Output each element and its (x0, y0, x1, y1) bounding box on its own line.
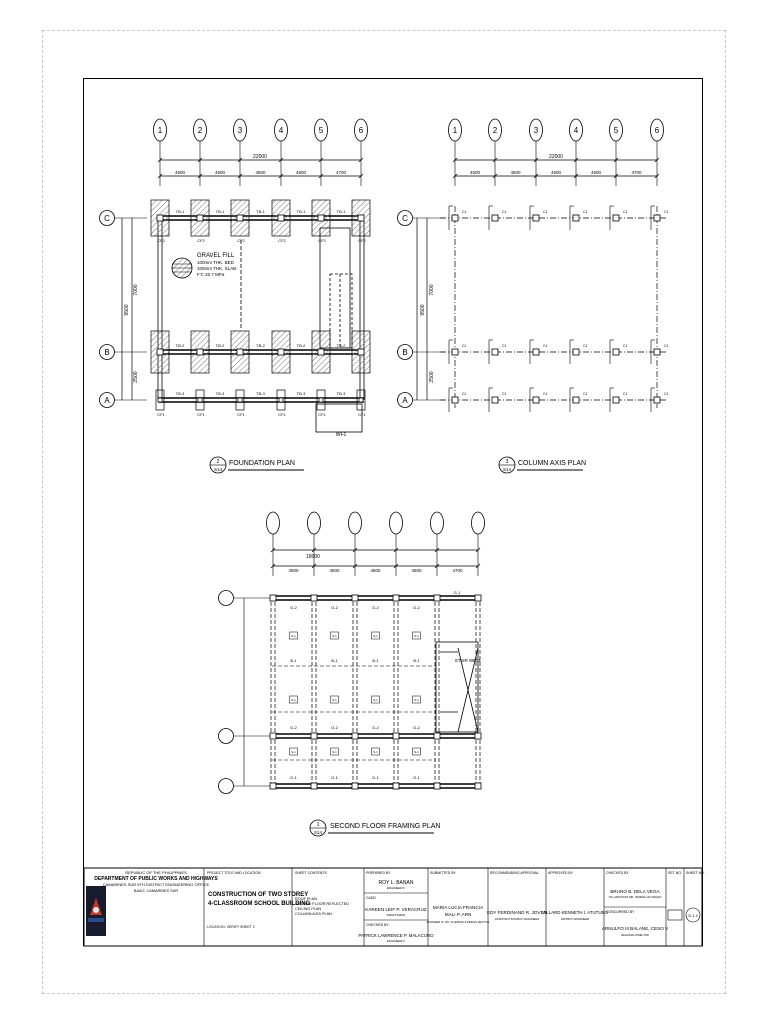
column-mark (573, 215, 579, 221)
sheet-contents-header: SHEET CONTENTS (295, 871, 327, 875)
fp-side-dim-2: 2500 (133, 371, 139, 383)
project-header: PROJECT TITLE AND LOCATION (207, 871, 261, 875)
cp-dimension-lines (417, 160, 657, 400)
sf-column (352, 595, 358, 601)
column-stub (358, 215, 364, 221)
column-stub (318, 215, 324, 221)
sf-bay-dim-4: 4700 (452, 568, 463, 573)
sf-label-g2b: G-2 (372, 725, 379, 730)
approved-role: DISTRICT ENGINEER (560, 917, 590, 921)
column-mark (492, 215, 498, 221)
sf-bay-dim-0: 4500 (288, 568, 299, 573)
column-tag: C1 (543, 344, 548, 348)
grid-number-1: 1 (452, 126, 458, 135)
sf-bay-dim-3: 4500 (411, 568, 422, 573)
checked2-name: BRUNO B. DELA VEGA (610, 889, 660, 894)
bay-dim-0: 4500 (469, 170, 481, 175)
bay-dim-2: 4500 (550, 170, 562, 175)
column-stub-a (198, 398, 202, 402)
grid-number-2: 2 (492, 126, 498, 135)
cp-side-dim-0: 7000 (429, 284, 435, 296)
sf-label-g2b: G-2 (290, 725, 297, 730)
column-mark (573, 397, 579, 403)
sf-girders (272, 596, 480, 788)
bay-dim-4: 4700 (631, 170, 642, 175)
cadd-role: DRAFTSMAN (386, 913, 406, 917)
sheet-content-0: ROOF PLAN (295, 897, 317, 901)
fp-wf-label: WF1 (335, 432, 347, 438)
project-location: LOCATION: VERIFY SHEET 2 (207, 925, 255, 929)
column-tag: C1 (462, 392, 467, 396)
grid-letter-0: C (104, 214, 110, 223)
sf-bay-dim-1: 4500 (329, 568, 340, 573)
agency-line2: DEPARTMENT OF PUBLIC WORKS AND HIGHWAYS (94, 876, 218, 882)
tb-label-c: TB-1 (336, 209, 346, 214)
sf-slab-label: S-1 (373, 698, 378, 702)
fp-title-number: 2 (216, 459, 220, 465)
sf-column (475, 783, 481, 789)
column-mark (654, 215, 660, 221)
bay-dim-2: 4500 (255, 170, 266, 175)
bay-dim-1: 4500 (510, 170, 521, 175)
sf-grid-bubble-4 (390, 512, 403, 534)
column-mark (533, 397, 539, 403)
fp-overall-dim: 22000 (253, 154, 267, 160)
sf-column (434, 733, 440, 739)
tb-label-b: TB-2 (296, 343, 306, 348)
column-stub (318, 349, 324, 355)
checked2-header: CHECKED BY (606, 871, 629, 875)
cf-label-a: CF1 (237, 412, 245, 417)
cp-title-sheet: S14 (502, 467, 512, 472)
column-stub-a (319, 398, 323, 402)
tb-label-a: TB-3 (296, 391, 306, 396)
submitted-line2: MALI P. ARN (444, 912, 472, 917)
sf-grid-bubbles (219, 512, 485, 794)
sf-grid-bubble-6 (472, 512, 485, 534)
concurred-header: CONCURRED BY (606, 910, 635, 914)
tb-label-a: TB-3 (336, 391, 346, 396)
column-stub (157, 215, 163, 221)
column-stub (278, 349, 284, 355)
column-mark (533, 215, 539, 221)
sf-row-bubble-2 (219, 779, 234, 794)
grid-number-3: 3 (237, 126, 243, 135)
sf-grid-bubble-3 (349, 512, 362, 534)
sf-column (311, 595, 317, 601)
sf-row-bubble-0 (219, 591, 234, 606)
column-mark (492, 349, 498, 355)
sf-column (475, 595, 481, 601)
cp-side-dim-2: 2500 (429, 371, 435, 383)
fp-side-dim-0: 7000 (133, 284, 139, 296)
cp-side-dim-1: 9500 (420, 304, 426, 316)
recommending-header: RECOMMENDING APPROVAL (490, 871, 539, 875)
cp-axis-lines (440, 206, 668, 408)
tb-label-b: TB-2 (215, 343, 225, 348)
sf-title: SECOND FLOOR FRAMING PLAN (330, 823, 441, 830)
grid-number-6: 6 (654, 126, 660, 135)
bay-dim-3: 4500 (590, 170, 602, 175)
sf-dimension-lines (273, 550, 478, 566)
column-mark (492, 397, 498, 403)
column-stub-a (158, 398, 162, 402)
cf-label-a: CF1 (318, 412, 326, 417)
sf-column (270, 595, 276, 601)
column-mark (613, 397, 619, 403)
tb-label-b: TB-2 (336, 343, 346, 348)
cp-title-number: 3 (505, 459, 509, 465)
legend-slab: 100mm THK. SLAB (197, 266, 237, 271)
column-stub (358, 349, 364, 355)
column-tag: C1 (583, 392, 588, 396)
sf-beam-labels (290, 590, 462, 780)
column-tag: C1 (502, 344, 507, 348)
column-stub (197, 215, 203, 221)
cf-label: CF2 (318, 238, 326, 243)
legend-strength: F'C 20.7 MPa (197, 272, 225, 277)
cf-label: CF2 (278, 238, 286, 243)
sheet-header: SHEET NO. (686, 871, 705, 875)
fp-side-dim-1: 9500 (124, 304, 130, 316)
sheet-no: S-1 4 (688, 913, 698, 918)
column-mark (452, 397, 458, 403)
cp-title: COLUMN AXIS PLAN (518, 460, 587, 467)
sf-inner-framing (244, 595, 481, 789)
sf-label-g2: G-2 (331, 605, 338, 610)
sf-label-g2b: G-2 (331, 725, 338, 730)
sf-slab-label: S-1 (414, 750, 419, 754)
agency-line3: CAMARINES SUR 5TH DISTRICT ENGINEERING OFFICE (102, 882, 210, 887)
sf-label-g2: G-2 (372, 605, 379, 610)
column-tag: C1 (583, 344, 588, 348)
bay-dim-4: 4700 (335, 170, 347, 175)
recommending-name: EDY FERDINAND R. JOVEN (487, 910, 547, 915)
column-axis-plan (398, 119, 669, 473)
sf-label-g1: G-1 (413, 775, 420, 780)
project-line2: 4-CLASSROOM SCHOOL BUILDING (208, 901, 311, 907)
grid-letter-2: A (402, 396, 408, 405)
tb-label-b: TB-2 (175, 343, 185, 348)
grid-letter-1: B (104, 348, 110, 357)
cadd-name: KAREEN LEIF P. VERACRUZ (365, 907, 427, 912)
foundation-footings (151, 200, 370, 417)
column-mark (613, 349, 619, 355)
bay-dim-1: 4500 (214, 170, 226, 175)
concurred-name: ARNULFO III BALANE, CESO V (601, 926, 669, 931)
sheet-content-2: CEILING PLAN (295, 907, 322, 911)
cf-label-a: CF1 (157, 412, 165, 417)
grid-number-6: 6 (358, 126, 364, 135)
tb-label-a: TB-3 (256, 391, 265, 396)
sf-column (352, 783, 358, 789)
column-tag: C1 (543, 210, 548, 214)
sf-label-g2b: G-2 (413, 725, 420, 730)
sf-slab-label: S-1 (332, 634, 337, 638)
approved-header: APPROVED BY (548, 871, 574, 875)
prepared-name: ROY L. BANAN (378, 880, 414, 886)
cadd-header: CADD (366, 896, 376, 900)
column-tag: C1 (583, 210, 588, 214)
legend-bed: 100mm THK. BED (197, 260, 234, 265)
tb-label-c: TB-1 (215, 209, 225, 214)
column-stub (278, 215, 284, 221)
sf-label-g1: G-1 (372, 775, 379, 780)
title-block (84, 868, 705, 946)
submitted-header: SUBMITTED BY (430, 871, 456, 875)
sf-slab-label: S-1 (414, 634, 419, 638)
fp-title: FOUNDATION PLAN (229, 460, 295, 467)
column-tag: C1 (664, 344, 669, 348)
column-mark (452, 349, 458, 355)
recommending-role: ASSISTANT DISTRICT ENGINEER (494, 917, 540, 921)
column-tag: C1 (623, 210, 628, 214)
checked2-role: OIC-ASSISTANT DIR., BUREAU OF DESIGN (608, 896, 662, 899)
sf-slab-label: S-1 (332, 750, 337, 754)
tb-label-a: TB-3 (215, 391, 225, 396)
project-line1: CONSTRUCTION OF TWO STOREY (208, 892, 309, 898)
grid-number-3: 3 (533, 126, 539, 135)
cf-label-a: CF1 (358, 412, 366, 417)
sf-title-sheet: S14 (313, 830, 323, 835)
second-floor-framing-plan (219, 512, 485, 836)
submitted-line1: MARIA LUCIA FRANCIA (432, 905, 484, 910)
sf-column (270, 783, 276, 789)
column-mark (533, 349, 539, 355)
cf-label: CF2 (157, 238, 165, 243)
sf-column (311, 733, 317, 739)
column-mark (654, 349, 660, 355)
dpwh-logo (86, 886, 106, 936)
tb-label-c: TB-1 (296, 209, 306, 214)
column-tag: C1 (502, 392, 507, 396)
column-tag: C1 (462, 210, 467, 214)
column-axis-grid-bubbles (398, 119, 664, 408)
cp-column-markers (449, 206, 669, 412)
sf-column (434, 595, 440, 601)
sf-label-g1: G-1 (290, 775, 297, 780)
grid-number-5: 5 (613, 126, 619, 135)
column-stub (237, 349, 243, 355)
column-tag: C1 (664, 392, 669, 396)
sf-stair-well (436, 642, 478, 732)
column-stub (237, 215, 243, 221)
sf-slab-label: S-1 (291, 634, 296, 638)
sf-column (311, 783, 317, 789)
bay-dim-0: 4500 (174, 170, 186, 175)
sf-stair-label: STAIR WELL (454, 658, 482, 663)
column-tag: C1 (502, 210, 507, 214)
tb-label-c: TB-1 (175, 209, 185, 214)
sf-slab-label: S-1 (291, 698, 296, 702)
sf-grid-bubble-5 (431, 512, 444, 534)
checked-name: PATRICK LAWRENCE P. MALACURO (358, 933, 434, 938)
sf-row-bubble-1 (219, 729, 234, 744)
tb-label-a: TB-3 (175, 391, 185, 396)
cf-label-a: CF1 (197, 412, 205, 417)
gravel-fill-legend-symbol (172, 258, 192, 278)
sf-column (352, 733, 358, 739)
grid-number-4: 4 (278, 126, 284, 135)
sf-column (393, 783, 399, 789)
sf-label-g1: G-1 (331, 775, 338, 780)
legend-gravel-fill: GRAVEL FILL (197, 253, 235, 259)
checked-header: CHECKED BY (366, 923, 389, 927)
sf-column (393, 733, 399, 739)
grid-number-5: 5 (318, 126, 324, 135)
agency-line4: BAAO, CAMARINES SUR (133, 889, 179, 893)
set-header: SET NO. (668, 871, 682, 875)
sf-slab-label: S-1 (373, 750, 378, 754)
submitted-role: ENGINEER III, OIC, PLANNING & DESIGN SECTION (426, 921, 490, 924)
column-stub-a (238, 398, 242, 402)
prepared-role: ENGINEER II (386, 886, 406, 890)
sf-label-b1: B-1 (331, 658, 338, 663)
tb-label-c: TB-1 (256, 209, 265, 214)
column-mark (613, 215, 619, 221)
sf-column (393, 595, 399, 601)
cf-label: CF2 (237, 238, 245, 243)
column-stub (197, 349, 203, 355)
sf-label-g2: G-2 (290, 605, 297, 610)
sf-label-b1: B-1 (372, 658, 379, 663)
column-tag: C1 (462, 344, 467, 348)
foundation-plan (100, 119, 371, 473)
approved-name: VILLARD KENNETH I. ATUTUBO (542, 910, 608, 915)
sf-label-g1-top: G-1 (453, 590, 461, 595)
sf-label-b1: B-1 (290, 658, 297, 663)
grid-letter-1: B (402, 348, 408, 357)
prepared-header: PREPARED BY (366, 871, 391, 875)
column-tag: C1 (623, 392, 628, 396)
column-stub-a (279, 398, 283, 402)
sf-bay-dim-2: 4500 (370, 568, 381, 573)
column-mark (573, 349, 579, 355)
sf-slab-label: S-1 (332, 698, 337, 702)
sf-slab-label: S-1 (291, 750, 296, 754)
sf-column (434, 783, 440, 789)
sf-label-b1: B-1 (413, 658, 420, 663)
sf-column (270, 733, 276, 739)
checked-role: ENGINEER II (386, 939, 406, 943)
column-mark (452, 215, 458, 221)
sf-slab-label: S-1 (373, 634, 378, 638)
column-tag: C1 (623, 344, 628, 348)
sf-grid-bubble-2 (308, 512, 321, 534)
column-stub (157, 349, 163, 355)
tb-label-b: TB-2 (256, 343, 265, 348)
cf-label: CF2 (197, 238, 205, 243)
foundation-side-beams (158, 220, 364, 400)
grid-letter-0: C (402, 214, 408, 223)
sf-title-number: 1 (316, 822, 320, 828)
grid-letter-2: A (104, 396, 110, 405)
cp-overall-dim: 22000 (549, 154, 563, 160)
sheet-content-1: SECOND FLOOR REFLECTED (295, 902, 350, 906)
sf-overall-dim: 18000 (306, 554, 320, 560)
agency-line1: REPUBLIC OF THE PHILIPPINES (125, 870, 187, 875)
sf-slab-label: S-1 (414, 698, 419, 702)
sheet-content-3: COLUMN AXIS PLAN (295, 912, 332, 916)
grid-number-2: 2 (197, 126, 203, 135)
grid-number-4: 4 (573, 126, 579, 135)
concurred-role: REGIONAL DIRECTOR (621, 934, 649, 937)
column-mark (654, 397, 660, 403)
bay-dim-3: 4500 (295, 170, 307, 175)
sf-label-g2: G-2 (413, 605, 420, 610)
fp-title-sheet: S14 (213, 467, 223, 472)
column-tag: C1 (543, 392, 548, 396)
sf-grid-bubble-1 (267, 512, 280, 534)
column-stub-a (359, 398, 363, 402)
column-tag: C1 (664, 210, 669, 214)
sf-column (475, 733, 481, 739)
grid-number-1: 1 (157, 126, 163, 135)
cf-label: CF2 (358, 238, 366, 243)
foundation-tie-beams (158, 216, 364, 402)
cf-label-a: CF1 (278, 412, 286, 417)
